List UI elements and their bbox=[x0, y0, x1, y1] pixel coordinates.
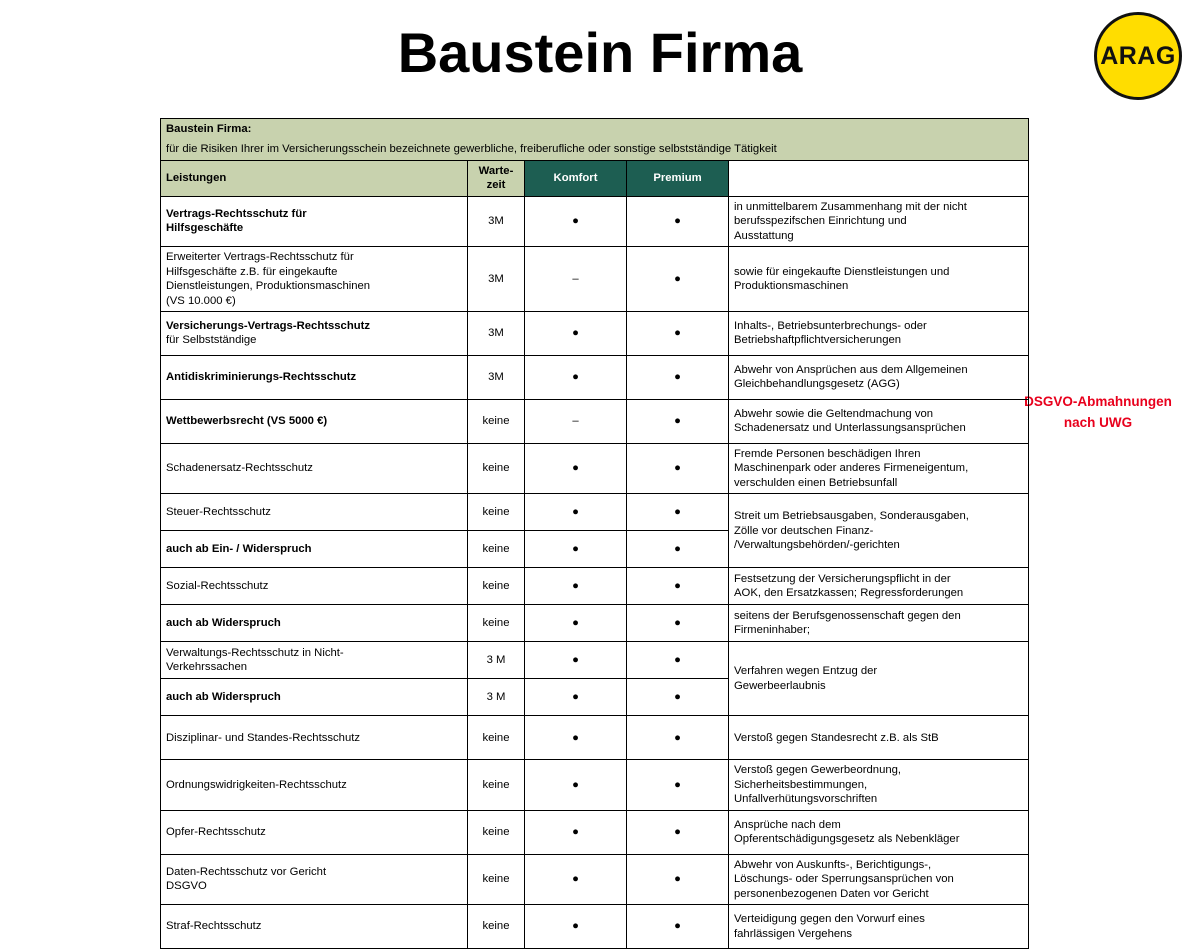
benefits-table-wrapper bbox=[160, 118, 1028, 949]
benefit-name: Daten-Rechtsschutz vor Gericht DSGVO bbox=[161, 854, 468, 904]
column-header-komfort: Komfort bbox=[525, 160, 627, 196]
benefit-note: Abwehr von Ansprüchen aus dem Allgemeinen Gleichbehandlungsgesetz (AGG) bbox=[729, 355, 1029, 399]
benefit-name: auch ab Widerspruch bbox=[161, 605, 468, 642]
benefit-name: auch ab Widerspruch bbox=[161, 679, 468, 716]
arag-logo bbox=[1094, 12, 1182, 100]
table-row bbox=[161, 760, 1029, 810]
waiting-period: 3M bbox=[468, 355, 525, 399]
benefit-name: Antidiskriminierungs-Rechtsschutz bbox=[161, 355, 468, 399]
komfort-mark: – bbox=[525, 399, 627, 443]
komfort-mark: – bbox=[525, 247, 627, 312]
premium-mark: ● bbox=[627, 355, 729, 399]
benefit-name: Vertrags-Rechtsschutz für Hilfsgeschäfte bbox=[161, 196, 468, 246]
page-title: Baustein Firma bbox=[397, 21, 803, 84]
benefit-name: Steuer-Rechtsschutz bbox=[161, 494, 468, 531]
benefit-note: Festsetzung der Versicherungspflicht in der AOK, den Ersatzkassen; Regressforderungen bbox=[729, 568, 1029, 605]
waiting-period: keine bbox=[468, 531, 525, 568]
benefit-name: Verwaltungs-Rechtsschutz in Nicht- Verkehrssachen bbox=[161, 642, 468, 679]
waiting-period: 3M bbox=[468, 247, 525, 312]
waiting-period: keine bbox=[468, 905, 525, 949]
annotation-line-1: DSGVO-Abmahnungen bbox=[1024, 394, 1172, 409]
komfort-mark: ● bbox=[525, 716, 627, 760]
benefit-name: Ordnungswidrigkeiten-Rechtsschutz bbox=[161, 760, 468, 810]
premium-mark: ● bbox=[627, 642, 729, 679]
benefit-note: seitens der Berufsgenossenschaft gegen den Firmeninhaber; bbox=[729, 605, 1029, 642]
column-header-leistungen: Leistungen bbox=[161, 160, 468, 196]
benefit-name: auch ab Ein- / Widerspruch bbox=[161, 531, 468, 568]
komfort-mark: ● bbox=[525, 355, 627, 399]
benefit-note: Verstoß gegen Gewerbeordnung, Sicherheitsbestimmungen, Unfallverhütungsvorschriften bbox=[729, 760, 1029, 810]
table-row bbox=[161, 905, 1029, 949]
benefits-table bbox=[160, 118, 1029, 949]
waiting-period: keine bbox=[468, 716, 525, 760]
waiting-period: keine bbox=[468, 494, 525, 531]
komfort-mark: ● bbox=[525, 605, 627, 642]
benefit-name: Sozial-Rechtsschutz bbox=[161, 568, 468, 605]
benefit-note: Verfahren wegen Entzug der Gewerbeerlaubnis bbox=[729, 642, 1029, 716]
premium-mark: ● bbox=[627, 854, 729, 904]
komfort-mark: ● bbox=[525, 531, 627, 568]
waiting-period: keine bbox=[468, 810, 525, 854]
komfort-mark: ● bbox=[525, 810, 627, 854]
waiting-period: keine bbox=[468, 605, 525, 642]
table-band-title: Baustein Firma: bbox=[161, 119, 1029, 140]
table-row bbox=[161, 443, 1029, 493]
komfort-mark: ● bbox=[525, 854, 627, 904]
premium-mark: ● bbox=[627, 568, 729, 605]
komfort-mark: ● bbox=[525, 196, 627, 246]
komfort-mark: ● bbox=[525, 494, 627, 531]
table-row bbox=[161, 247, 1029, 312]
waiting-period: keine bbox=[468, 399, 525, 443]
premium-mark: ● bbox=[627, 311, 729, 355]
table-header-row bbox=[161, 160, 1029, 196]
waiting-period: keine bbox=[468, 854, 525, 904]
komfort-mark: ● bbox=[525, 568, 627, 605]
benefit-name: Erweiterter Vertrags-Rechtsschutz für Hilfsgeschäfte z.B. für eingekaufte Dienstleistungen, Produktionsmaschinen (VS 10.000 €) bbox=[161, 247, 468, 312]
waiting-period: keine bbox=[468, 760, 525, 810]
benefit-note: Fremde Personen beschädigen Ihren Maschinenpark oder anderes Firmeneigentum, verschulden einen Betriebsunfall bbox=[729, 443, 1029, 493]
table-band-subtitle: für die Risiken Ihrer im Versicherungsschein bezeichnete gewerbliche, freiberufliche oder sonstige selbstständige Tätigkeit bbox=[161, 139, 1029, 160]
benefit-name: Versicherungs-Vertrags-Rechtsschutz für Selbstständige bbox=[161, 311, 468, 355]
waiting-period: 3M bbox=[468, 196, 525, 246]
table-row bbox=[161, 311, 1029, 355]
benefit-note: Streit um Betriebsausgaben, Sonderausgaben, Zölle vor deutschen Finanz- /Verwaltungsbehörden/-gerichten bbox=[729, 494, 1029, 568]
premium-mark: ● bbox=[627, 399, 729, 443]
table-row bbox=[161, 399, 1029, 443]
waiting-period: 3 M bbox=[468, 642, 525, 679]
waiting-period: keine bbox=[468, 568, 525, 605]
logo-text: ARAG bbox=[1100, 41, 1176, 70]
premium-mark: ● bbox=[627, 531, 729, 568]
waiting-period: 3M bbox=[468, 311, 525, 355]
premium-mark: ● bbox=[627, 760, 729, 810]
premium-mark: ● bbox=[627, 679, 729, 716]
table-row bbox=[161, 854, 1029, 904]
table-row bbox=[161, 716, 1029, 760]
benefit-note: Verstoß gegen Standesrecht z.B. als StB bbox=[729, 716, 1029, 760]
komfort-mark: ● bbox=[525, 679, 627, 716]
premium-mark: ● bbox=[627, 443, 729, 493]
benefit-note: Ansprüche nach dem Opferentschädigungsgesetz als Nebenkläger bbox=[729, 810, 1029, 854]
column-header-note bbox=[729, 160, 1029, 196]
annotation-line-2: nach UWG bbox=[1063, 414, 1133, 430]
benefit-note: Abwehr von Auskunfts-, Berichtigungs-, Löschungs- oder Sperrungsansprüchen von personenbezogenen Daten vor Gericht bbox=[729, 854, 1029, 904]
waiting-period: 3 M bbox=[468, 679, 525, 716]
premium-mark: ● bbox=[627, 716, 729, 760]
benefit-note: in unmittelbarem Zusammenhang mit der nicht berufsspezifschen Einrichtung und Ausstattung bbox=[729, 196, 1029, 246]
premium-mark: ● bbox=[627, 247, 729, 312]
table-row bbox=[161, 355, 1029, 399]
premium-mark: ● bbox=[627, 196, 729, 246]
table-row bbox=[161, 810, 1029, 854]
komfort-mark: ● bbox=[525, 443, 627, 493]
benefit-name: Disziplinar- und Standes-Rechtsschutz bbox=[161, 716, 468, 760]
benefit-note: Verteidigung gegen den Vorwurf eines fahrlässigen Vergehens bbox=[729, 905, 1029, 949]
table-row bbox=[161, 196, 1029, 246]
table-row bbox=[161, 605, 1029, 642]
benefit-name: Wettbewerbsrecht (VS 5000 €) bbox=[161, 399, 468, 443]
komfort-mark: ● bbox=[525, 642, 627, 679]
premium-mark: ● bbox=[627, 605, 729, 642]
waiting-period: keine bbox=[468, 443, 525, 493]
benefit-note: Inhalts-, Betriebsunterbrechungs- oder Betriebshaftpflichtversicherungen bbox=[729, 311, 1029, 355]
table-row bbox=[161, 568, 1029, 605]
table-row bbox=[161, 494, 1029, 531]
komfort-mark: ● bbox=[525, 760, 627, 810]
benefit-name: Schadenersatz-Rechtsschutz bbox=[161, 443, 468, 493]
table-row bbox=[161, 642, 1029, 679]
premium-mark: ● bbox=[627, 905, 729, 949]
benefit-note: Abwehr sowie die Geltendmachung von Schadenersatz und Unterlassungsansprüchen bbox=[729, 399, 1029, 443]
column-header-premium: Premium bbox=[627, 160, 729, 196]
annotation-dsgvo bbox=[1000, 392, 1196, 434]
benefit-note: sowie für eingekaufte Dienstleistungen und Produktionsmaschinen bbox=[729, 247, 1029, 312]
column-header-wartezeit: Warte- zeit bbox=[468, 160, 525, 196]
komfort-mark: ● bbox=[525, 905, 627, 949]
komfort-mark: ● bbox=[525, 311, 627, 355]
premium-mark: ● bbox=[627, 494, 729, 531]
premium-mark: ● bbox=[627, 810, 729, 854]
benefits-table-body bbox=[161, 119, 1029, 949]
benefit-name: Opfer-Rechtsschutz bbox=[161, 810, 468, 854]
benefit-name: Straf-Rechtsschutz bbox=[161, 905, 468, 949]
